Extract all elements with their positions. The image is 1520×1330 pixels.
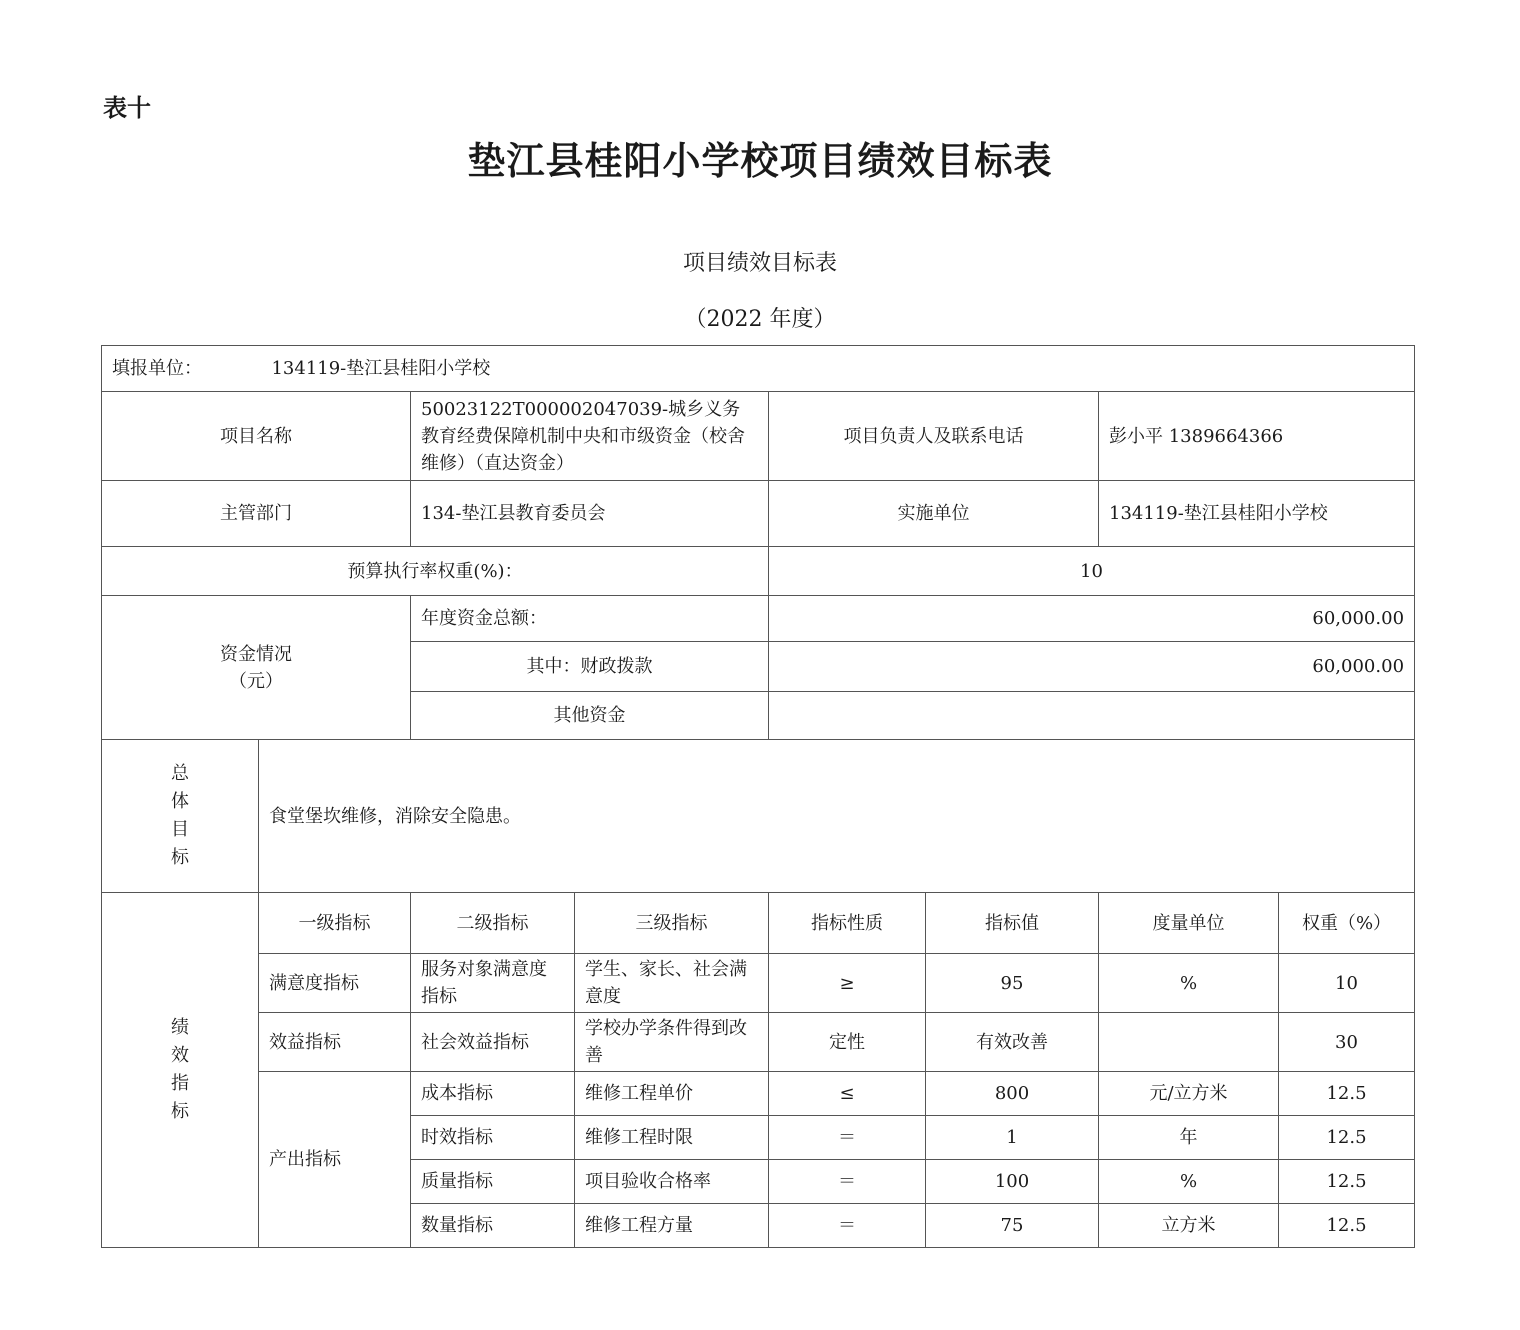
cell-nature: ≤ <box>769 1072 926 1116</box>
cell-value: 800 <box>926 1072 1099 1116</box>
cell-nature: 定性 <box>769 1013 926 1072</box>
cell-weight: 10 <box>1279 954 1415 1013</box>
cell-level3: 维修工程时限 <box>575 1116 769 1160</box>
fiscal-year: （2022 年度） <box>684 307 836 332</box>
implementing-unit-label: 实施单位 <box>769 481 1099 547</box>
project-name-value: 50023122T000002047039-城乡义务教育经费保障机制中央和市级资金（校舍维修）（直达资金） <box>411 392 769 481</box>
cell-level2: 质量指标 <box>411 1160 575 1204</box>
project-name-row <box>102 392 1415 481</box>
cell-level2: 成本指标 <box>411 1072 575 1116</box>
table-row <box>102 1013 1415 1072</box>
cell-value: 1 <box>926 1116 1099 1160</box>
header-nature: 指标性质 <box>769 893 926 954</box>
reporting-unit-cell <box>102 346 1415 392</box>
cell-value: 95 <box>926 954 1099 1013</box>
cell-level1: 产出指标 <box>259 1072 411 1248</box>
page-title: 垫江县桂阳小学校项目绩效目标表 <box>467 138 1053 183</box>
cell-nature: ＝ <box>769 1116 926 1160</box>
department-label: 主管部门 <box>102 481 411 547</box>
funds-label-line1: 资金情况 <box>220 643 292 665</box>
cell-level1: 效益指标 <box>259 1013 411 1072</box>
cell-level2: 时效指标 <box>411 1116 575 1160</box>
cell-unit: % <box>1099 954 1279 1013</box>
cell-level2: 数量指标 <box>411 1204 575 1248</box>
overall-goal-text: 食堂堡坎维修，消除安全隐患。 <box>259 740 1415 893</box>
cell-value: 有效改善 <box>926 1013 1099 1072</box>
header-value: 指标值 <box>926 893 1099 954</box>
funds-label <box>102 596 411 740</box>
department-value: 134-垫江县教育委员会 <box>411 481 769 547</box>
header-level1: 一级指标 <box>259 893 411 954</box>
budget-rate-value: 10 <box>769 547 1415 596</box>
reporting-unit-label: 填报单位： <box>112 358 202 379</box>
perf-char: 标 <box>171 1101 189 1122</box>
cell-level3: 项目验收合格率 <box>575 1160 769 1204</box>
cell-value: 75 <box>926 1204 1099 1248</box>
header-level2: 二级指标 <box>411 893 575 954</box>
cell-unit: 立方米 <box>1099 1204 1279 1248</box>
cell-unit: % <box>1099 1160 1279 1204</box>
cell-weight: 12.5 <box>1279 1072 1415 1116</box>
annual-funds-row <box>102 596 1415 642</box>
cell-level3: 学生、家长、社会满意度 <box>575 954 769 1013</box>
goal-char: 标 <box>171 847 189 868</box>
implementing-unit-value: 134119-垫江县桂阳小学校 <box>1099 481 1415 547</box>
annual-total-label: 年度资金总额： <box>411 596 769 642</box>
perf-char: 效 <box>171 1045 189 1066</box>
overall-goal-label <box>102 740 259 893</box>
table-row <box>102 1072 1415 1116</box>
cell-level3: 学校办学条件得到改善 <box>575 1013 769 1072</box>
header-unit: 度量单位 <box>1099 893 1279 954</box>
cell-weight: 12.5 <box>1279 1204 1415 1248</box>
header-level3: 三级指标 <box>575 893 769 954</box>
header-weight: 权重（%） <box>1279 893 1415 954</box>
contact-value: 彭小平 1389664366 <box>1099 392 1415 481</box>
cell-nature: ＝ <box>769 1160 926 1204</box>
reporting-unit-value: 134119-垫江县桂阳小学校 <box>271 358 491 379</box>
table-row <box>102 954 1415 1013</box>
budget-rate-label: 预算执行率权重(%)： <box>102 547 769 596</box>
budget-rate-row <box>102 547 1415 596</box>
performance-target-table <box>101 345 1415 1248</box>
cell-level1: 满意度指标 <box>259 954 411 1013</box>
reporting-unit-row <box>102 346 1415 392</box>
overall-goal-chars <box>170 760 190 872</box>
cell-weight: 30 <box>1279 1013 1415 1072</box>
contact-label: 项目负责人及联系电话 <box>769 392 1099 481</box>
cell-level3: 维修工程单价 <box>575 1072 769 1116</box>
fiscal-funds-value: 60,000.00 <box>769 642 1415 692</box>
perf-char: 指 <box>171 1073 189 1094</box>
cell-level3: 维修工程方量 <box>575 1204 769 1248</box>
cell-level2: 服务对象满意度指标 <box>411 954 575 1013</box>
goal-char: 体 <box>171 791 189 812</box>
cell-unit <box>1099 1013 1279 1072</box>
cell-weight: 12.5 <box>1279 1116 1415 1160</box>
indicator-header-row <box>102 893 1415 954</box>
cell-weight: 12.5 <box>1279 1160 1415 1204</box>
table-number-label: 表十 <box>103 94 151 122</box>
cell-level2: 社会效益指标 <box>411 1013 575 1072</box>
perf-char: 绩 <box>171 1017 189 1038</box>
funds-label-line2: （元） <box>229 670 283 692</box>
performance-indicator-chars <box>170 1014 190 1126</box>
goal-char: 总 <box>171 763 189 784</box>
performance-indicator-label <box>102 893 259 1248</box>
cell-nature: ＝ <box>769 1204 926 1248</box>
annual-total-value: 60,000.00 <box>769 596 1415 642</box>
goal-char: 目 <box>171 819 189 840</box>
other-funds-label: 其他资金 <box>411 692 769 740</box>
fiscal-funds-label: 其中：财政拨款 <box>411 642 769 692</box>
cell-nature: ≥ <box>769 954 926 1013</box>
table-subtitle: 项目绩效目标表 <box>682 251 837 276</box>
department-row <box>102 481 1415 547</box>
project-name-label: 项目名称 <box>102 392 411 481</box>
cell-unit: 元/立方米 <box>1099 1072 1279 1116</box>
cell-value: 100 <box>926 1160 1099 1204</box>
overall-goal-row <box>102 740 1415 893</box>
cell-unit: 年 <box>1099 1116 1279 1160</box>
other-funds-value <box>769 692 1415 740</box>
